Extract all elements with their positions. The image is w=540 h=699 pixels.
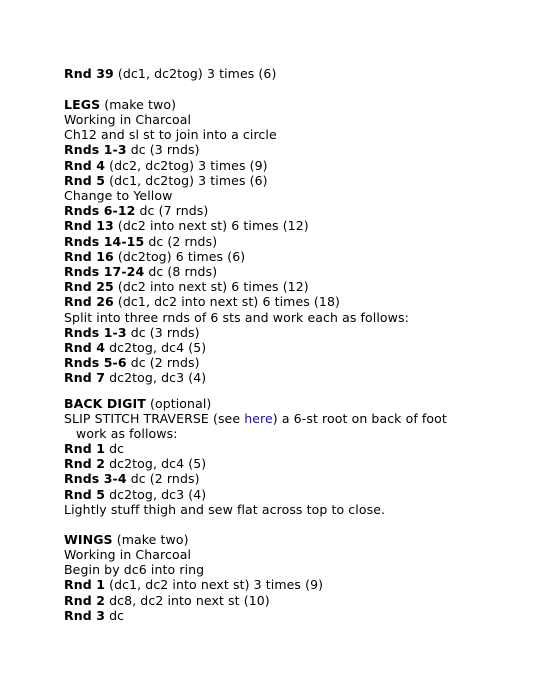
here-link[interactable]: here: [244, 411, 273, 426]
round-label: Rnd 26: [64, 294, 114, 310]
round-label: Rnd 7: [64, 370, 106, 386]
instruction-line: [64, 158, 268, 173]
instruction-line: [64, 294, 340, 309]
instruction-line: [64, 471, 200, 486]
section-title: LEGS: [64, 97, 101, 112]
instruction-text: dc2tog, dc4 (5): [105, 456, 207, 472]
instruction-line: [64, 112, 191, 127]
round-label: Rnd 3: [64, 607, 106, 623]
instruction-text: Change to Yellow: [64, 188, 173, 203]
instruction-line: [64, 234, 217, 249]
round-label: Rnds 5-6: [64, 355, 127, 371]
instruction-text: dc (3 rnds): [126, 324, 200, 340]
instruction-text: dc2tog, dc3 (4): [105, 370, 207, 386]
instruction-line: [64, 188, 172, 203]
round-label: Rnd 1: [64, 441, 106, 456]
round-instruction: (dc1, dc2tog) 3 times (6): [113, 66, 277, 81]
instruction-line: [64, 608, 124, 623]
instruction-text: dc (7 rnds): [135, 203, 209, 219]
instruction-line: [64, 249, 245, 264]
round-label: Rnd 13: [64, 218, 114, 234]
traverse-text-after: ) a 6-st root on back of foot: [272, 411, 447, 426]
legs-heading: [64, 97, 176, 112]
instruction-line: [64, 547, 191, 562]
instruction-line: [64, 218, 309, 233]
instruction-text: Begin by dc6 into ring: [64, 562, 205, 578]
round-label: Rnds 1-3: [64, 324, 127, 340]
round-label: Rnd 16: [64, 248, 114, 264]
instruction-text: dc (2 rnds): [144, 233, 218, 249]
instruction-text: dc: [105, 607, 125, 623]
instruction-text: Working in Charcoal: [64, 547, 192, 562]
round-label: Rnd 4: [64, 340, 106, 355]
instruction-line: [64, 325, 200, 340]
instruction-text: dc (8 rnds): [144, 264, 218, 279]
section-title: WINGS: [64, 532, 113, 547]
instruction-line: [64, 355, 200, 370]
instruction-line: [64, 142, 200, 157]
instruction-text: (dc1, dc2 into next st) 3 times (9): [105, 577, 324, 593]
instruction-text: Ch12 and sl st to join into a circle: [64, 127, 277, 143]
round-label: Rnds 17-24: [64, 264, 145, 279]
instruction-line: [64, 577, 323, 592]
round-label: Rnds 6-12: [64, 203, 136, 219]
traverse-text: SLIP STITCH TRAVERSE (see: [64, 411, 245, 426]
instruction-line: [64, 310, 409, 325]
instruction-text: (dc2 into next st) 6 times (12): [113, 279, 309, 295]
round-label: Rnd 2: [64, 456, 106, 472]
instruction-text: (dc1, dc2 into next st) 6 times (18): [113, 294, 340, 310]
instruction-text: (dc2 into next st) 6 times (12): [113, 218, 309, 234]
instruction-line: [64, 264, 217, 279]
instruction-line: [64, 562, 204, 577]
round-label: Rnds 14-15: [64, 233, 145, 249]
traverse-line: [64, 411, 447, 426]
section-note: (make two): [112, 532, 189, 547]
instruction-text: dc (2 rnds): [126, 471, 200, 487]
instruction-line: [64, 456, 206, 471]
instruction-line: [64, 340, 206, 355]
traverse-continuation: work as follows:: [76, 426, 178, 441]
round-label: Rnds 3-4: [64, 471, 127, 487]
section-note: (optional): [145, 396, 212, 411]
instruction-text: dc2tog, dc3 (4): [105, 486, 207, 502]
section-title: BACK DIGIT: [64, 396, 146, 411]
instruction-text: dc: [105, 441, 125, 456]
instruction-text: dc (3 rnds): [126, 142, 200, 158]
instruction-line: [64, 441, 124, 456]
section-note: (make two): [100, 97, 177, 112]
instruction-line: [64, 502, 385, 517]
rnd-39-line: [64, 66, 276, 81]
instruction-text: Lightly stuff thigh and sew flat across top to close.: [64, 501, 386, 517]
instruction-line: [64, 203, 208, 218]
round-label: Rnd 5: [64, 486, 106, 502]
instruction-text: dc2tog, dc4 (5): [105, 340, 207, 355]
instruction-text: (dc2tog) 6 times (6): [113, 248, 246, 264]
round-label: Rnd 5: [64, 172, 106, 188]
instruction-text: dc8, dc2 into next st (10): [105, 592, 270, 608]
instruction-text: (dc1, dc2tog) 3 times (6): [105, 172, 268, 188]
instruction-text: Working in Charcoal: [64, 112, 192, 127]
round-label: Rnd 1: [64, 577, 106, 593]
instruction-line: [64, 593, 270, 608]
round-label: Rnd 25: [64, 279, 114, 295]
round-label: Rnd 4: [64, 157, 106, 173]
instruction-text: (dc2, dc2tog) 3 times (9): [105, 157, 268, 173]
wings-heading: [64, 532, 189, 547]
instruction-line: [64, 487, 206, 502]
instruction-text: dc (2 rnds): [126, 355, 200, 371]
instruction-line: [64, 370, 206, 385]
back-digit-heading: [64, 396, 211, 411]
instruction-line: [64, 127, 277, 142]
instruction-line: [64, 279, 309, 294]
instruction-text: Split into three rnds of 6 sts and work each as follows:: [64, 309, 409, 325]
round-label: Rnds 1-3: [64, 142, 127, 158]
round-label: Rnd 39: [64, 66, 114, 81]
instruction-line: [64, 173, 268, 188]
round-label: Rnd 2: [64, 592, 106, 608]
